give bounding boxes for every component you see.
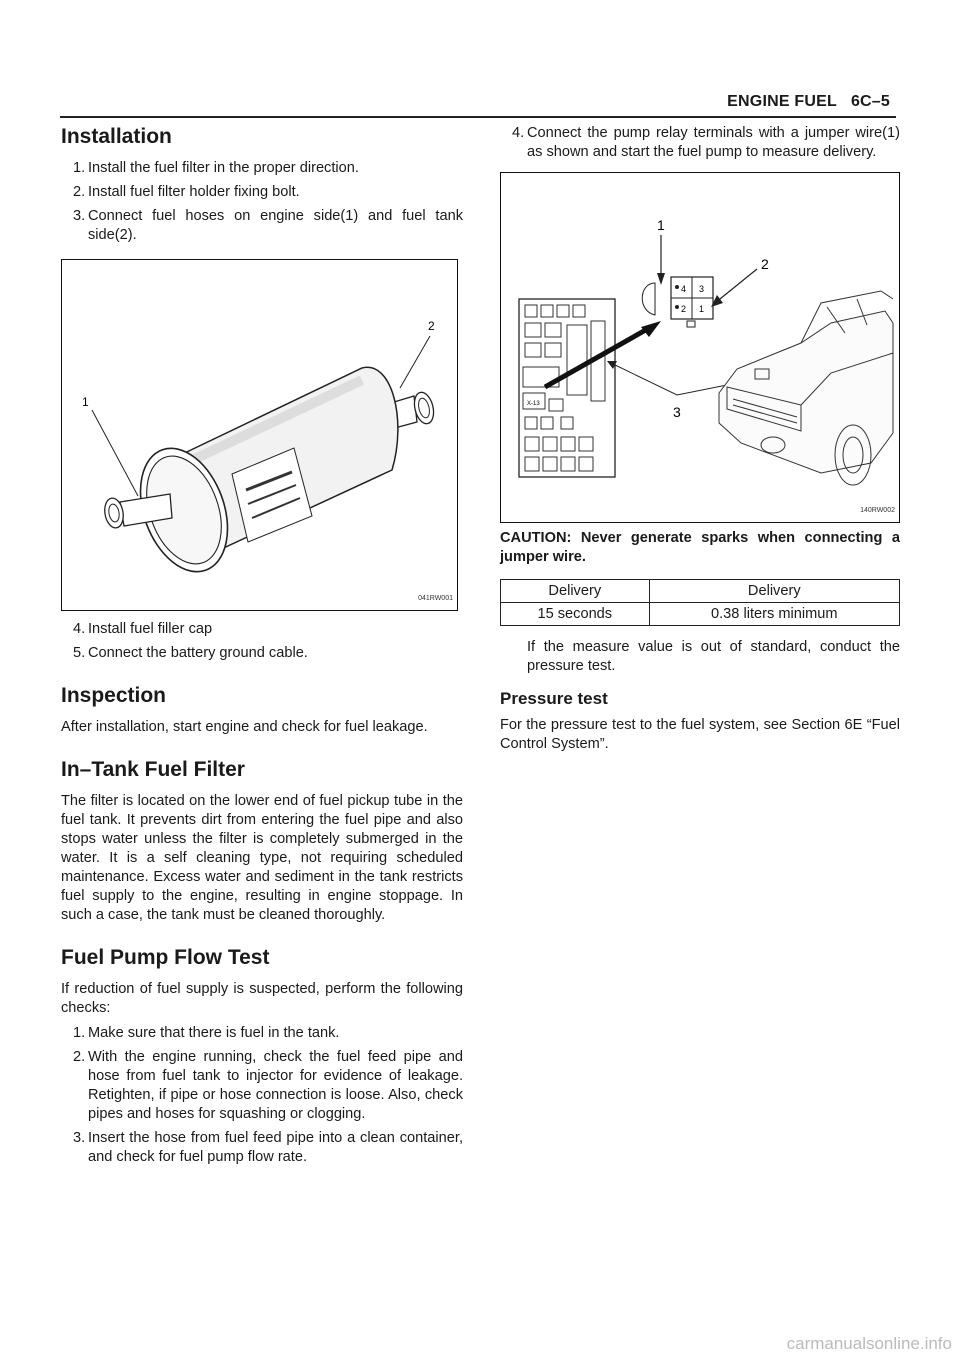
table-row — [501, 603, 900, 626]
right-column — [500, 124, 900, 758]
list-item: 1. Install the fuel filter in the proper direction. — [73, 160, 359, 176]
pressure-test-heading: Pressure test — [500, 689, 608, 708]
callout-3: 3 — [673, 404, 681, 420]
figure-code: 140RW002 — [860, 507, 895, 514]
relay-pin-3: 3 — [699, 284, 705, 294]
list-item: 1. Make sure that there is fuel in the tank. — [73, 1025, 340, 1041]
callout-1: 1 — [82, 395, 89, 409]
page-header — [713, 93, 890, 111]
relay-pin-1: 1 — [699, 304, 705, 314]
list-item: 3. Connect fuel hoses on engine side(1) and fuel tank side(2). — [73, 208, 463, 243]
list-item: 4. Connect the pump relay terminals with a jumper wire(1) as shown and start the fuel pump to measure delivery. — [512, 125, 900, 160]
table-cell: 15 seconds — [501, 603, 650, 626]
in-tank-body: The filter is located on the lower end of fuel pickup tube in the fuel tank. It prevents dirt from entering the fuel pipe and also stops water unless the filter is completely submerged in the water. It is a self cleaning type, not requiring scheduled maintenance. Excess water and sediment in the tank restricts fuel supply to the engine, resulting in engine stoppage. In such a case, the tank must be cleaned thoroughly. — [61, 793, 463, 923]
header-rule — [60, 116, 896, 118]
page-number: 6C–5 — [850, 93, 890, 110]
installation-steps-a — [61, 159, 463, 245]
caution-note: CAUTION: Never generate sparks when connecting a jumper wire. — [500, 530, 900, 565]
list-item: 5. Connect the battery ground cable. — [73, 645, 308, 661]
measure-note: If the measure value is out of standard, conduct the pressure test. — [527, 639, 900, 674]
fuel-filter-illustration — [62, 260, 457, 610]
list-item: 3. Insert the hose from fuel feed pipe into a clean container, and check for fuel pump flow rate. — [73, 1130, 463, 1165]
installation-steps-b — [61, 620, 463, 663]
flow-test-steps-cont — [500, 124, 900, 162]
left-column — [61, 124, 463, 1172]
inspection-heading: Inspection — [61, 684, 167, 707]
flow-test-intro: If reduction of fuel supply is suspected, perform the following checks: — [61, 981, 463, 1016]
relay-figure — [500, 172, 900, 523]
table-cell: 0.38 liters minimum — [649, 603, 899, 626]
table-header-cell: Delivery — [501, 580, 650, 603]
pressure-test-body: For the pressure test to the fuel system, see Section 6E “Fuel Control System”. — [500, 717, 900, 752]
list-item: 2. With the engine running, check the fuel feed pipe and hose from fuel tank to injector for evidence of leakage. Retighten, if pipe or hose connection is loose. Also, check pipes and hoses for squashing or clogging. — [73, 1049, 463, 1122]
fuse-tag: X-13 — [527, 401, 540, 407]
in-tank-heading: In–Tank Fuel Filter — [61, 758, 245, 781]
callout-1: 1 — [657, 217, 665, 233]
inspection-body: After installation, start engine and check for fuel leakage. — [61, 719, 428, 735]
flow-test-heading: Fuel Pump Flow Test — [61, 946, 270, 969]
installation-heading: Installation — [61, 125, 172, 148]
callout-2: 2 — [428, 319, 435, 333]
relay-pin-2: 2 — [681, 304, 687, 314]
table-header-cell: Delivery — [649, 580, 899, 603]
list-item: 2. Install fuel filter holder fixing bolt. — [73, 184, 300, 200]
delivery-table — [500, 579, 900, 626]
section-title: ENGINE FUEL — [727, 93, 837, 110]
relay-pin-4: 4 — [681, 284, 687, 294]
fuel-filter-figure — [61, 259, 458, 611]
figure-code: 041RW001 — [418, 595, 453, 602]
watermark[interactable]: carmanualsonline.info — [786, 1334, 952, 1353]
relay-illustration — [501, 173, 899, 522]
flow-test-steps — [61, 1024, 463, 1167]
list-item: 4. Install fuel filler cap — [73, 621, 213, 637]
callout-2: 2 — [761, 256, 769, 272]
table-header-row — [501, 580, 900, 603]
